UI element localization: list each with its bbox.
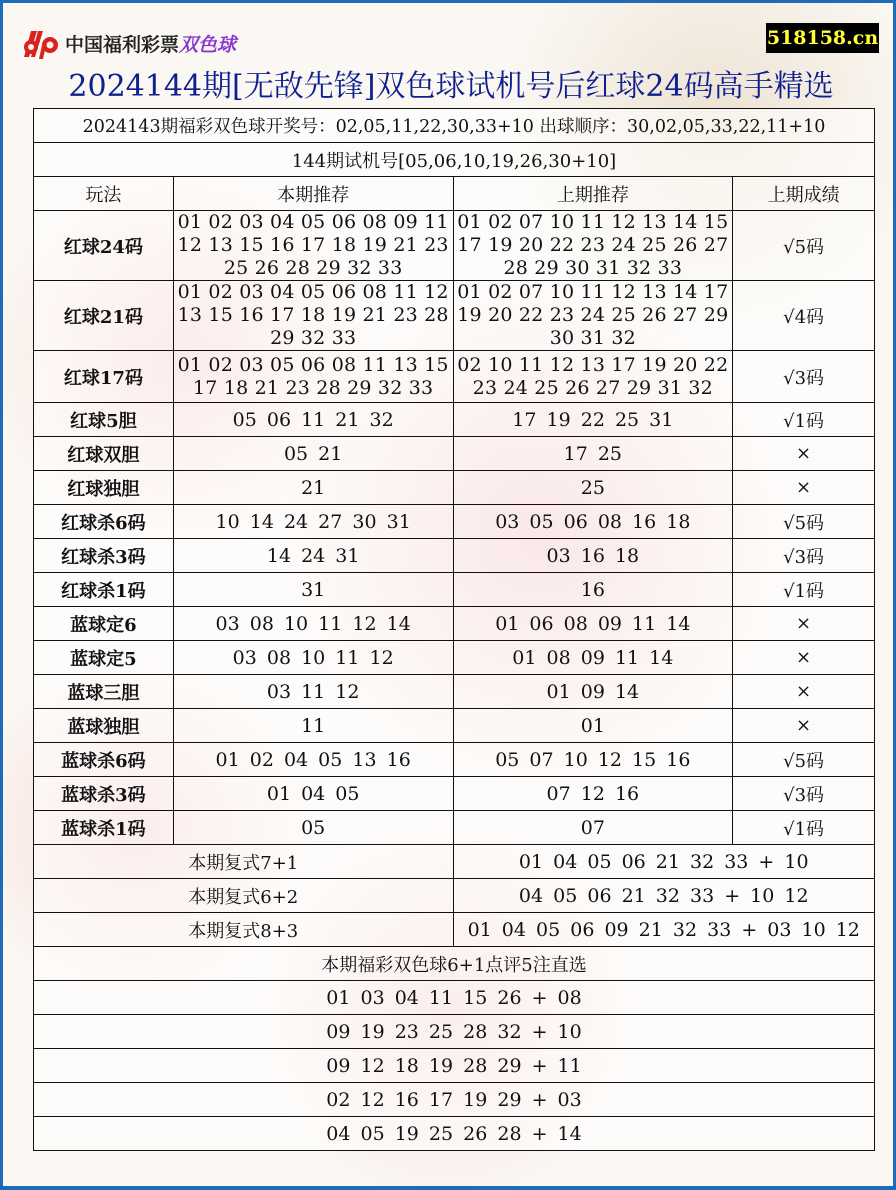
current-cell: 03 08 10 11 12 14 [173,607,453,641]
current-cell: 11 [173,709,453,743]
previous-cell: 01 08 09 11 14 [453,641,733,675]
result-cell: √5码 [733,211,875,281]
previous-cell: 03 16 18 [453,539,733,573]
method-cell: 蓝球独胆 [34,709,174,743]
table-row [34,675,875,709]
table-row [34,539,875,573]
method-cell: 红球21码 [34,281,174,351]
num-line: 01 02 07 10 11 12 13 14 15 [457,211,729,233]
table-row [34,811,875,845]
num-line: 01 02 03 04 05 06 08 09 11 [177,211,449,233]
draw-info-row [34,109,875,143]
table-row [34,573,875,607]
previous-cell: 01 06 08 09 11 14 [453,607,733,641]
current-cell: 01 04 05 [173,777,453,811]
table-row [34,607,875,641]
result-cell: × [733,471,875,505]
method-cell: 红球杀3码 [34,539,174,573]
result-cell: × [733,607,875,641]
logo-text: 中国福利彩票 [65,33,180,56]
num-line: 01 02 03 04 05 06 08 11 12 [177,281,449,303]
method-cell: 蓝球杀1码 [34,811,174,845]
previous-cell: 07 [453,811,733,845]
method-cell: 红球双胆 [34,437,174,471]
result-cell: √4码 [733,281,875,351]
compound-label: 本期复式6+2 [34,879,454,913]
pick-numbers: 02 12 16 17 19 29 + 03 [34,1083,875,1117]
result-cell: √1码 [733,811,875,845]
col-method: 玩法 [34,177,174,211]
method-cell: 红球独胆 [34,471,174,505]
page-title: 2024144期[无敌先锋]双色球试机号后红球24码高手精选 [68,69,834,104]
num-line: 01 02 03 05 06 08 11 13 15 [177,353,449,376]
num-line: 12 13 15 16 17 18 19 21 23 [177,234,449,256]
current-cell: 03 11 12 [173,675,453,709]
previous-cell: 17 25 [453,437,733,471]
method-cell: 红球5胆 [34,403,174,437]
current-cell: 14 24 31 [173,539,453,573]
pick-row [34,1083,875,1117]
previous-cell: 17 19 22 25 31 [453,403,733,437]
current-cell [173,281,453,351]
result-cell: × [733,709,875,743]
previous-cell: 16 [453,573,733,607]
current-cell [173,211,453,281]
method-cell: 蓝球三胆 [34,675,174,709]
current-cell: 10 14 24 27 30 31 [173,505,453,539]
cwl-logo-icon [21,25,61,61]
compound-value: 01 04 05 06 21 32 33 + 10 [453,845,875,879]
num-line: 13 15 16 17 18 19 21 23 28 [177,304,449,326]
logo-ssq-text: 双色球 [179,33,237,56]
num-line: 17 19 20 22 23 24 25 26 27 [457,234,729,256]
method-cell: 蓝球杀6码 [34,743,174,777]
compound-row [34,913,875,947]
previous-cell: 01 [453,709,733,743]
previous-cell: 01 09 14 [453,675,733,709]
compound-row [34,879,875,913]
current-cell: 31 [173,573,453,607]
prediction-table [33,108,875,1151]
compound-label: 本期复式8+3 [34,913,454,947]
previous-cell: 03 05 06 08 16 18 [453,505,733,539]
result-cell: √3码 [733,539,875,573]
num-line: 19 20 22 23 24 25 26 27 29 [457,304,729,326]
current-cell: 05 [173,811,453,845]
previous-cell [453,351,733,403]
pick-row [34,1117,875,1151]
num-line: 17 18 21 23 28 29 32 33 [193,376,434,399]
pick-numbers: 01 03 04 11 15 26 + 08 [34,981,875,1015]
header-row [34,177,875,211]
pick-row [34,981,875,1015]
method-cell: 蓝球定6 [34,607,174,641]
previous-cell [453,281,733,351]
current-cell: 01 02 04 05 13 16 [173,743,453,777]
table-row [34,437,875,471]
table-row [34,777,875,811]
table-row [34,505,875,539]
result-cell: × [733,641,875,675]
lottery-logo [21,25,236,61]
result-cell: √1码 [733,403,875,437]
method-cell: 红球17码 [34,351,174,403]
col-current: 本期推荐 [173,177,453,211]
current-cell [173,351,453,403]
table-row [34,351,875,403]
table-row [34,211,875,281]
method-cell: 蓝球杀3码 [34,777,174,811]
pick-numbers: 09 12 18 19 28 29 + 11 [34,1049,875,1083]
previous-cell: 25 [453,471,733,505]
current-cell: 05 06 11 21 32 [173,403,453,437]
picks-title: 本期福彩双色球6+1点评5注直选 [34,947,875,981]
previous-cell [453,211,733,281]
pick-numbers: 04 05 19 25 26 28 + 14 [34,1117,875,1151]
method-cell: 红球杀1码 [34,573,174,607]
picks-title-row [34,947,875,981]
result-cell: × [733,437,875,471]
result-cell: √5码 [733,505,875,539]
result-cell: √3码 [733,351,875,403]
draw-info: 2024143期福彩双色球开奖号：02,05,11,22,30,33+10 出球顺序：30,02,05,33,22,11+10 [34,109,875,143]
site-badge[interactable]: 518158.cn [766,23,879,53]
table-row [34,471,875,505]
current-cell: 05 21 [173,437,453,471]
num-line: 29 32 33 [270,327,357,349]
current-cell: 21 [173,471,453,505]
previous-cell: 05 07 10 12 15 16 [453,743,733,777]
method-cell: 红球24码 [34,211,174,281]
compound-value: 04 05 06 21 32 33 + 10 12 [453,879,875,913]
table-row [34,743,875,777]
num-line: 01 02 07 10 11 12 13 14 17 [457,281,729,303]
previous-cell: 07 12 16 [453,777,733,811]
table-row [34,641,875,675]
num-line: 28 29 30 31 32 33 [503,257,683,279]
pick-numbers: 09 19 23 25 28 32 + 10 [34,1015,875,1049]
table-row [34,281,875,351]
compound-label: 本期复式7+1 [34,845,454,879]
num-line: 23 24 25 26 27 29 31 32 [472,376,713,399]
method-cell: 红球杀6码 [34,505,174,539]
pick-row [34,1015,875,1049]
col-previous: 上期推荐 [453,177,733,211]
result-cell: × [733,675,875,709]
num-line: 25 26 28 29 32 33 [223,257,403,279]
test-number: 144期试机号[05,06,10,19,26,30+10] [34,143,875,177]
compound-value: 01 04 05 06 09 21 32 33 + 03 10 12 [453,913,875,947]
method-cell: 蓝球定5 [34,641,174,675]
compound-row [34,845,875,879]
col-result: 上期成绩 [733,177,875,211]
num-line: 30 31 32 [549,327,636,349]
num-line: 02 10 11 12 13 17 19 20 22 [457,353,729,376]
pick-row [34,1049,875,1083]
test-number-row [34,143,875,177]
result-cell: √5码 [733,743,875,777]
current-cell: 03 08 10 11 12 [173,641,453,675]
table-row [34,709,875,743]
result-cell: √3码 [733,777,875,811]
table-row [34,403,875,437]
result-cell: √1码 [733,573,875,607]
